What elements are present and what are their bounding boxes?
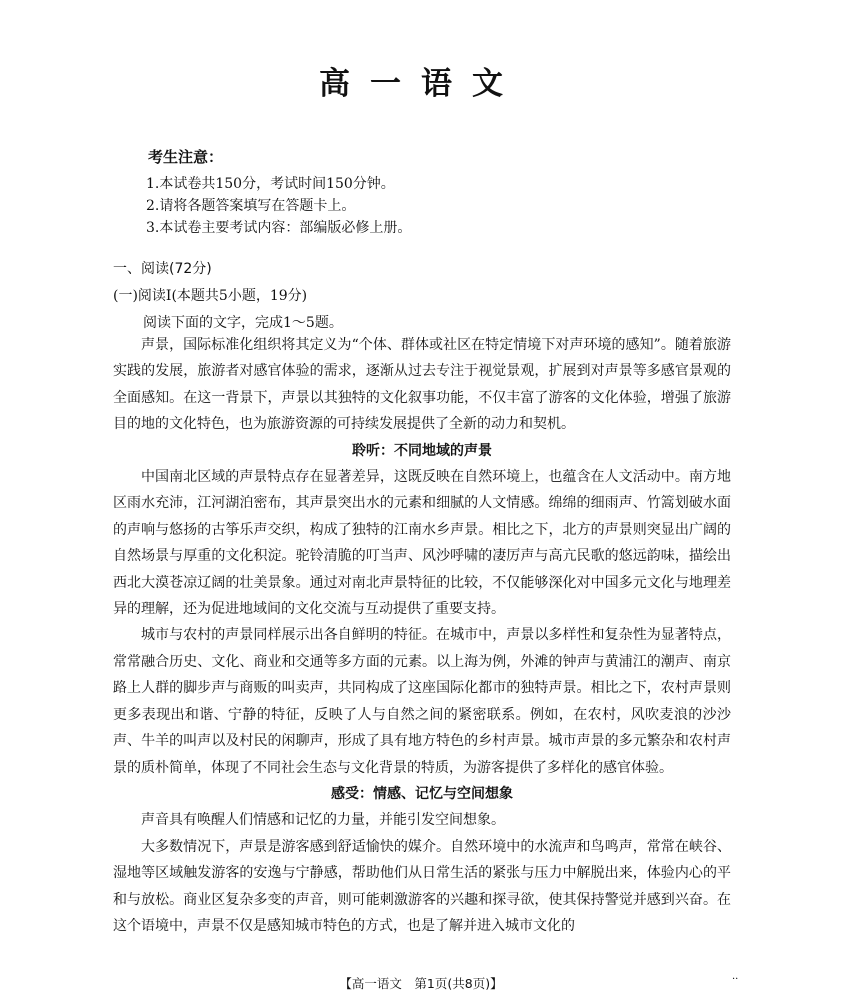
passage-subheading: 感受：情感、记忆与空间想象 (331, 785, 513, 802)
reading-passage (113, 332, 731, 939)
section-heading: 一、阅读(72分) (113, 261, 212, 277)
section-subheading: (一)阅读Ⅰ(本题共5小题，19分) (113, 288, 308, 304)
notice-item: 1.本试卷共150分，考试时间150分钟。 (146, 176, 395, 192)
notice-item: 3.本试卷主要考试内容：部编版必修上册。 (146, 220, 412, 236)
footer-mark: ·· (732, 974, 739, 985)
passage-paragraph: 中国南北区域的声景特点存在显著差异，这既反映在自然环境上，也蕴含在人文活动中。南方地区雨水充沛，江河湖泊密布，其声景突出水的元素和细腻的人文情感。绵绵的细雨声、竹篙划破水面的声响与悠扬的古筝乐声交织，构成了独特的江南水乡声景。相比之下，北方的声景则突显出广阔的自然场景与厚重的文化积淀。驼铃清脆的叮当声、风沙呼啸的凄厉声与高亢民歌的悠远韵味，描绘出西北大漠苍凉辽阔的壮美景象。通过对南北声景特征的比较，不仅能够深化对中国多元文化与地理差异的理解，还为促进地域间的文化交流与互动提供了重要支持。 (113, 469, 731, 618)
passage-paragraph: 声音具有唤醒人们情感和记忆的力量，并能引发空间想象。 (141, 812, 505, 829)
page-title: 高一语文 (319, 66, 523, 102)
notice-heading: 考生注意： (148, 148, 224, 166)
reading-instruction: 阅读下面的文字，完成1～5题。 (143, 315, 343, 331)
passage-paragraph: 城市与农村的声景同样展示出各自鲜明的特征。在城市中，声景以多样性和复杂性为显著特点，常常融合历史、文化、商业和交通等多方面的元素。以上海为例，外滩的钟声与黄浦江的潮声、南京路上人群的脚步声与商贩的叫卖声，共同构成了这座国际化都市的独特声景。相比之下，农村声景则更多表现出和谐、宁静的特征，反映了人与自然之间的紧密联系。例如，在农村，风吹麦浪的沙沙声、牛羊的叫声以及村民的闲聊声，形成了具有地方特色的乡村声景。城市声景的多元繁杂和农村声景的质朴简单，体现了不同社会生态与文化背景的特质，为游客提供了多样化的感官体验。 (113, 627, 731, 776)
page-footer: 【高一语文 第1页(共8页)】 (339, 976, 503, 991)
passage-paragraph: 声景，国际标准化组织将其定义为“个体、群体或社区在特定情境下对声环境的感知”。随着旅游实践的发展，旅游者对感官体验的需求，逐渐从过去专注于视觉景观，扩展到对声景等多感官景观的全面感知。在这一背景下，声景以其独特的文化叙事功能，不仅丰富了游客的文化体验，增强了旅游目的地的文化特色，也为旅游资源的可持续发展提供了全新的动力和契机。 (113, 337, 731, 433)
passage-paragraph: 大多数情况下，声景是游客感到舒适愉快的媒介。自然环境中的水流声和鸟鸣声，常常在峡谷、湿地等区域触发游客的安逸与宁静感，帮助他们从日常生活的紧张与压力中解脱出来，体验内心的平和与放松。商业区复杂多变的声音，则可能刺激游客的兴趣和探寻欲，使其保持警觉并感到兴奋。在这个语境中，声景不仅是感知城市特色的方式，也是了解并进入城市文化的 (113, 838, 731, 934)
exam-notice (148, 146, 411, 239)
notice-item: 2.请将各题答案填写在答题卡上。 (146, 198, 356, 214)
passage-subheading: 聆听：不同地域的声景 (352, 442, 492, 459)
